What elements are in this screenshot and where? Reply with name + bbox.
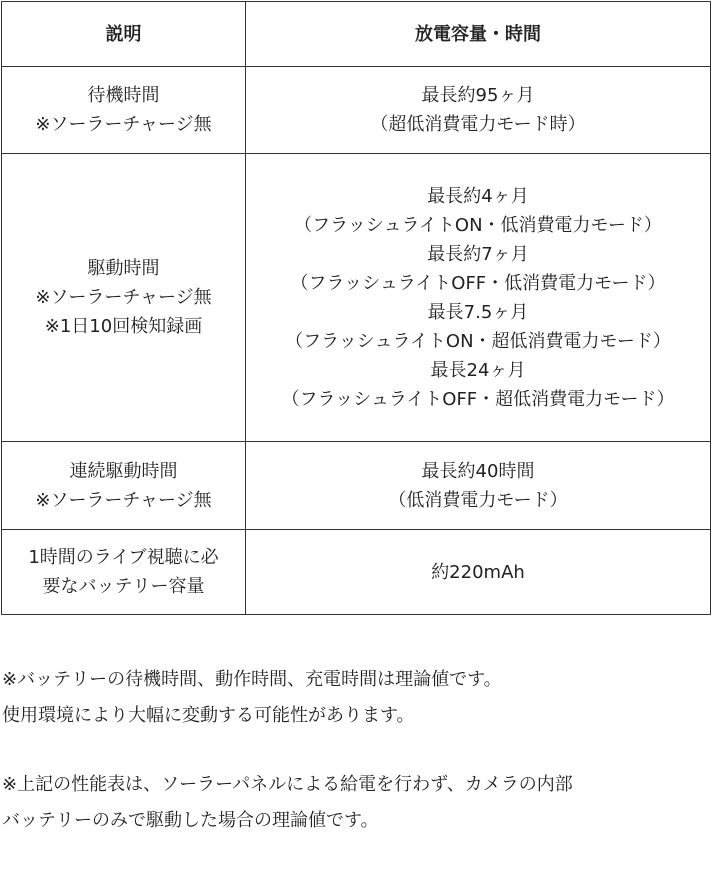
row-label-line: 要なバッテリー容量 — [42, 576, 205, 597]
table-row — [2, 154, 711, 442]
header-description: 説明 — [2, 2, 246, 67]
row-label — [2, 530, 246, 615]
row-value-line: 最長7.5ヶ月 — [427, 301, 529, 323]
row-value-line: 最長24ヶ月 — [430, 359, 526, 381]
row-value-line: （フラッシュライトOFF・超低消費電力モード） — [281, 388, 675, 410]
row-label-line: ※1日10回検知録画 — [44, 316, 203, 337]
row-value-line: （フラッシュライトON・低消費電力モード） — [294, 214, 662, 236]
footnote-solar-panel — [2, 767, 710, 839]
row-value — [246, 530, 711, 615]
row-value-line: 最長約95ヶ月 — [421, 85, 535, 106]
row-label-line: 待機時間 — [87, 85, 160, 106]
footnotes — [2, 662, 710, 872]
footnote-line: ※上記の性能表は、ソーラーパネルによる給電を行わず、カメラの内部 — [2, 774, 573, 795]
row-value-line: 約220mAh — [431, 561, 525, 583]
table-row — [2, 442, 711, 530]
table-row — [2, 67, 711, 154]
row-label-line: 1時間のライブ視聴に必 — [28, 547, 219, 568]
row-value — [246, 154, 711, 442]
row-value — [246, 442, 711, 530]
row-label — [2, 67, 246, 154]
table-header-row — [2, 2, 711, 67]
row-label-line: ※ソーラーチャージ無 — [35, 287, 212, 308]
row-label — [2, 442, 246, 530]
row-label — [2, 154, 246, 442]
row-value-line: （超低消費電力モード時） — [370, 114, 586, 135]
row-value-line: （フラッシュライトON・超低消費電力モード） — [285, 330, 671, 352]
footnote-line: ※バッテリーの待機時間、動作時間、充電時間は理論値です。 — [2, 669, 502, 690]
row-value-line: 最長約7ヶ月 — [427, 243, 529, 265]
row-value-line: 最長約40時間 — [421, 460, 535, 482]
row-label-line: 連続駆動時間 — [69, 460, 178, 482]
row-value — [246, 67, 711, 154]
table-row — [2, 530, 711, 615]
footnote-line: 使用環境により大幅に変動する可能性があります。 — [2, 705, 415, 726]
row-label-line: ※ソーラーチャージ無 — [35, 114, 212, 135]
row-value-line: （フラッシュライトOFF・低消費電力モード） — [290, 272, 666, 294]
header-capacity-time: 放電容量・時間 — [246, 2, 711, 67]
row-label-line: ※ソーラーチャージ無 — [35, 489, 212, 511]
row-label-line: 駆動時間 — [87, 258, 160, 279]
row-value-line: 最長約4ヶ月 — [427, 185, 529, 207]
row-value-line: （低消費電力モード） — [388, 489, 568, 511]
footnote-theoretical-values — [2, 662, 710, 734]
footnote-line: バッテリーのみで駆動した場合の理論値です。 — [2, 810, 379, 831]
battery-spec-table — [1, 1, 711, 615]
